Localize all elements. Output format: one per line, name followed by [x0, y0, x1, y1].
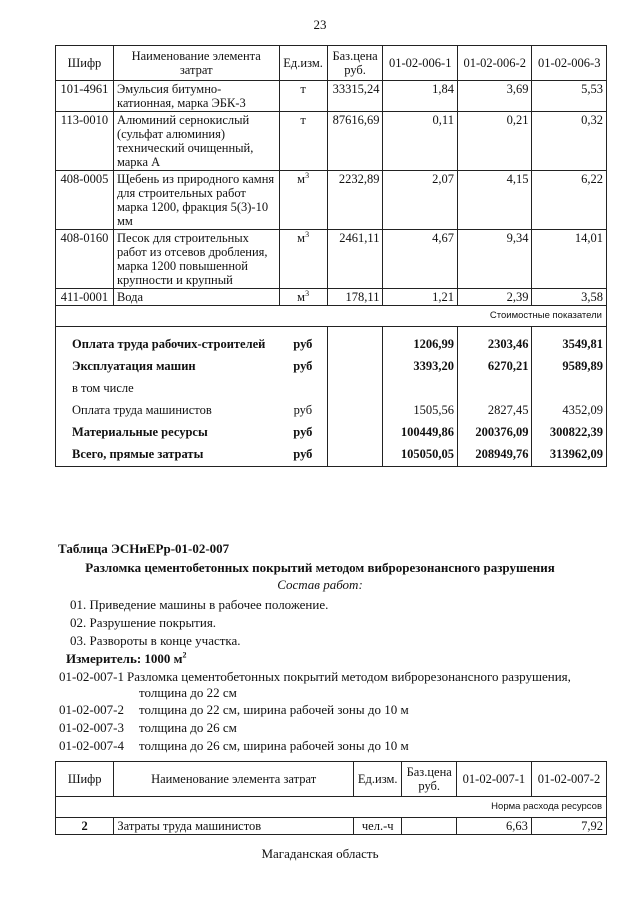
table-header-row	[56, 762, 607, 797]
row-value-3: 6,22	[532, 171, 607, 230]
row-price: 87616,69	[327, 112, 383, 171]
header-name: Наименование элемента затрат	[114, 762, 354, 797]
summary-value-3: 4352,09	[532, 400, 607, 422]
row-value-1: 1,21	[383, 289, 458, 306]
table-row	[56, 112, 607, 171]
summary-row	[56, 444, 607, 467]
row-value-2: 0,21	[457, 112, 532, 171]
variant-row	[59, 720, 237, 736]
measure-unit	[66, 651, 187, 667]
summary-label: Материальные ресурсы	[56, 422, 280, 444]
row-value-2: 2,39	[457, 289, 532, 306]
summary-unit: руб	[293, 403, 313, 417]
summary-empty	[327, 356, 383, 378]
section-note: Стоимостные показатели	[56, 306, 607, 327]
operation-item: 03. Развороты в конце участка.	[70, 633, 241, 648]
summary-value-2: 200376,09	[457, 422, 532, 444]
unit-sup: 3	[305, 170, 310, 180]
table-row	[56, 171, 607, 230]
variant-row	[59, 738, 409, 754]
row-code: 113-0010	[56, 112, 114, 171]
unit-text: т	[300, 82, 306, 96]
section-note: Норма расхода ресурсов	[56, 797, 607, 818]
header-col-3: 01-02-006-3	[532, 46, 607, 81]
measure-sup: 2	[182, 650, 187, 660]
summary-row	[56, 378, 607, 400]
resource-table-007	[55, 761, 607, 835]
variant-row	[59, 669, 571, 701]
summary-value-3: 9589,89	[532, 356, 607, 378]
header-unit: Ед.изм.	[353, 762, 402, 797]
unit-text: м	[297, 231, 306, 245]
row-value-1: 4,67	[383, 230, 458, 289]
row-value-3: 3,58	[532, 289, 607, 306]
row-name: Песок для строительных работ из отсевов дробления, марка 1200 повышенной крупности и крупный	[113, 230, 279, 289]
summary-unit: руб	[293, 359, 313, 373]
summary-value-2: 208949,76	[457, 444, 532, 467]
row-value-1: 6,63	[456, 818, 531, 835]
row-value-1: 1,84	[383, 81, 458, 112]
row-value-2: 3,69	[457, 81, 532, 112]
summary-label: Всего, прямые затраты	[56, 444, 280, 467]
header-code: Шифр	[56, 762, 114, 797]
row-value-2: 9,34	[457, 230, 532, 289]
variant-text: толщина до 26 см, ширина рабочей зоны до 10 м	[139, 738, 409, 753]
header-code: Шифр	[56, 46, 114, 81]
composition-label: Состав работ:	[277, 577, 363, 592]
variant-text: толщина до 26 см	[139, 720, 237, 735]
operation-item: 02. Разрушение покрытия.	[70, 615, 217, 630]
table-row	[56, 230, 607, 289]
row-value-2: 7,92	[531, 818, 606, 835]
summary-unit: руб	[293, 425, 313, 439]
unit-sup: 3	[305, 229, 310, 239]
header-price: Баз.цена руб.	[327, 46, 383, 81]
variant-text: Разломка цементобетонных покрытий методом виброрезонансного разрушения,	[127, 669, 571, 684]
summary-empty	[327, 400, 383, 422]
header-col-2: 01-02-007-2	[531, 762, 606, 797]
row-unit	[279, 81, 327, 112]
row-code: 411-0001	[56, 289, 114, 306]
summary-row	[56, 356, 607, 378]
header-unit: Ед.изм.	[279, 46, 327, 81]
row-unit	[279, 230, 327, 289]
summary-row	[56, 327, 607, 357]
header-price: Баз.цена руб.	[402, 762, 456, 797]
summary-value-3: 300822,39	[532, 422, 607, 444]
table-header-row	[56, 46, 607, 81]
summary-value-1: 1505,56	[383, 400, 458, 422]
row-code: 101-4961	[56, 81, 114, 112]
summary-value-1	[383, 378, 458, 400]
unit-text: м	[297, 172, 306, 186]
summary-value-2: 6270,21	[457, 356, 532, 378]
table-row	[56, 818, 607, 835]
table-row	[56, 81, 607, 112]
variant-text: толщина до 22 см, ширина рабочей зоны до 10 м	[139, 702, 409, 717]
summary-value-2: 2303,46	[457, 327, 532, 357]
summary-label: Оплата труда рабочих-строителей	[56, 327, 280, 357]
header-col-1: 01-02-007-1	[456, 762, 531, 797]
summary-row	[56, 400, 607, 422]
row-price: 2461,11	[327, 230, 383, 289]
table-title: Таблица ЭСНиЕРр-01-02-007	[58, 541, 230, 556]
row-price	[402, 818, 456, 835]
variant-code: 01-02-007-3	[59, 720, 124, 735]
header-col-2: 01-02-006-2	[457, 46, 532, 81]
summary-value-1: 100449,86	[383, 422, 458, 444]
row-code: 2	[56, 818, 114, 835]
row-code: 408-0005	[56, 171, 114, 230]
row-price: 33315,24	[327, 81, 383, 112]
footer-region: Магаданская область	[261, 846, 379, 861]
summary-value-3: 313962,09	[532, 444, 607, 467]
row-name: Алюминий сернокислый (сульфат алюминия) технический очищенный, марка А	[113, 112, 279, 171]
row-name: Затраты труда машинистов	[114, 818, 354, 835]
row-unit	[279, 112, 327, 171]
row-name: Вода	[113, 289, 279, 306]
row-value-2: 4,15	[457, 171, 532, 230]
variant-code: 01-02-007-2	[59, 702, 124, 717]
summary-value-1: 1206,99	[383, 327, 458, 357]
work-title: Разломка цементобетонных покрытий методом виброрезонансного разрушения	[85, 560, 555, 575]
unit-text: т	[300, 113, 306, 127]
variant-code: 01-02-007-4	[59, 738, 124, 753]
summary-value-1: 3393,20	[383, 356, 458, 378]
summary-value-2: 2827,45	[457, 400, 532, 422]
summary-empty	[327, 378, 383, 400]
page-number: 23	[313, 17, 327, 32]
row-code: 408-0160	[56, 230, 114, 289]
variant-row	[59, 702, 409, 718]
row-unit	[279, 289, 327, 306]
table-row	[56, 289, 607, 306]
row-value-3: 5,53	[532, 81, 607, 112]
summary-label: в том числе	[56, 378, 280, 400]
variant-text-cont: толщина до 22 см	[139, 685, 237, 700]
summary-value-1: 105050,05	[383, 444, 458, 467]
variant-code: 01-02-007-1	[59, 669, 124, 684]
row-value-3: 14,01	[532, 230, 607, 289]
unit-text: м	[297, 290, 306, 304]
row-value-3: 0,32	[532, 112, 607, 171]
header-name: Наименование элемента затрат	[113, 46, 279, 81]
summary-label: Эксплуатация машин	[56, 356, 280, 378]
summary-empty	[327, 444, 383, 467]
summary-label: Оплата труда машинистов	[56, 400, 280, 422]
measure-label: Измеритель: 1000 м	[66, 651, 183, 666]
summary-unit: руб	[279, 444, 327, 467]
section-note-row	[56, 306, 607, 327]
row-price: 178,11	[327, 289, 383, 306]
row-value-1: 2,07	[383, 171, 458, 230]
summary-value-2	[457, 378, 532, 400]
section-note-row	[56, 797, 607, 818]
summary-row	[56, 422, 607, 444]
summary-empty	[327, 327, 383, 357]
header-col-1: 01-02-006-1	[383, 46, 458, 81]
row-price: 2232,89	[327, 171, 383, 230]
summary-unit	[279, 378, 327, 400]
unit-sup: 3	[305, 288, 310, 298]
summary-empty	[327, 422, 383, 444]
row-unit: чел.-ч	[353, 818, 402, 835]
resource-table-006	[55, 45, 607, 467]
row-value-1: 0,11	[383, 112, 458, 171]
summary-value-3	[532, 378, 607, 400]
summary-unit: руб	[293, 337, 313, 351]
operation-item: 01. Приведение машины в рабочее положение.	[70, 597, 329, 612]
summary-value-3: 3549,81	[532, 327, 607, 357]
row-unit	[279, 171, 327, 230]
row-name: Щебень из природного камня для строительных работ марка 1200, фракция 5(3)-10 мм	[113, 171, 279, 230]
row-name: Эмульсия битумно-катионная, марка ЭБК-3	[113, 81, 279, 112]
